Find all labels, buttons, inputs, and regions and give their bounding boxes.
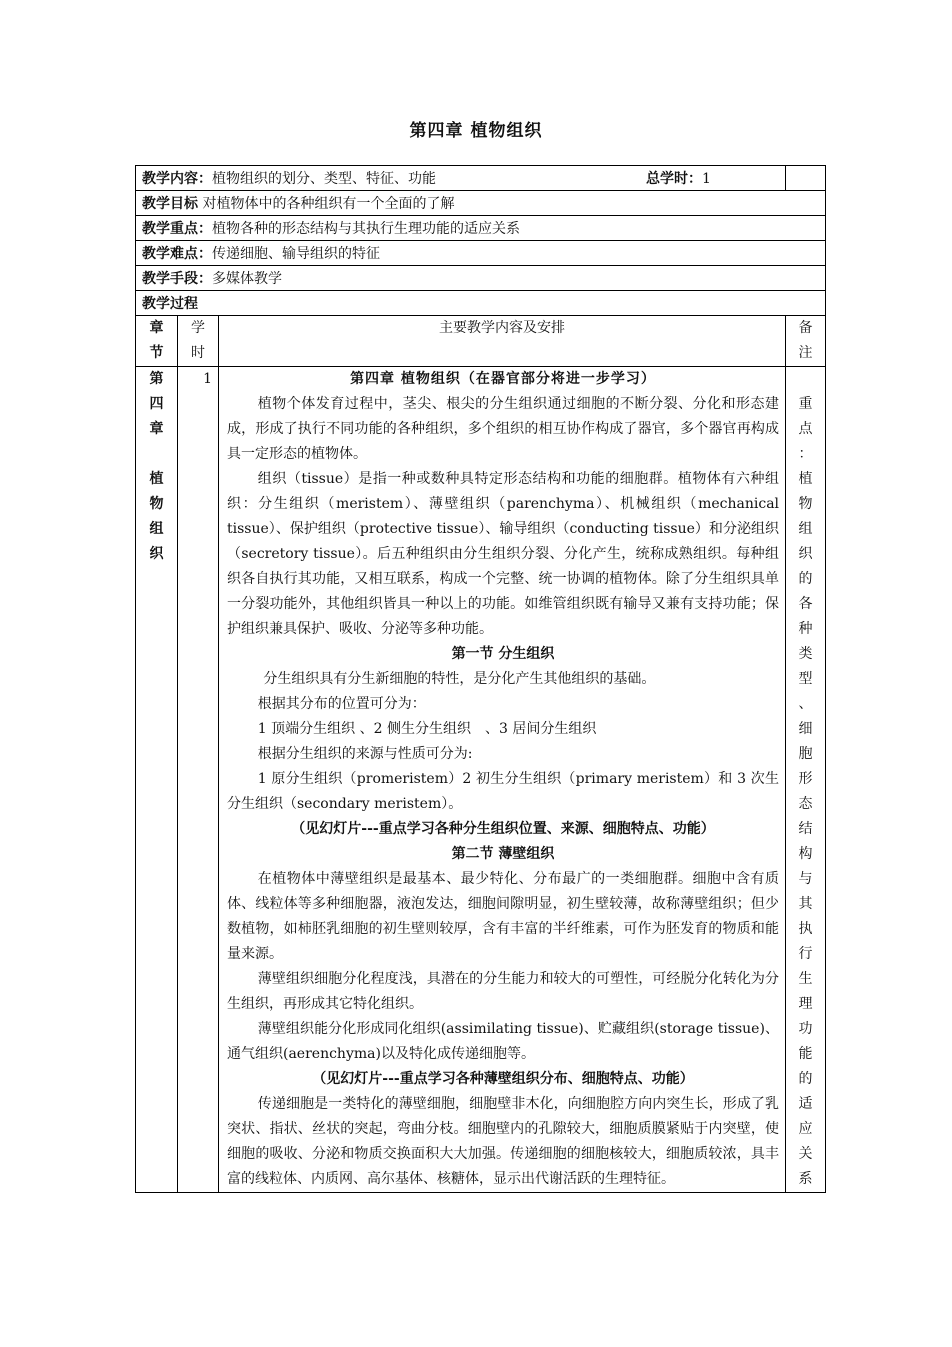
notes-char: 行 (798, 946, 813, 962)
goal-value: 对植物体中的各种组织有一个全面的了解 (202, 196, 455, 212)
goal-label: 教学目标 (142, 196, 198, 212)
paragraph: 传递细胞是一类特化的薄壁细胞，细胞壁非木化，向细胞腔方向内突生长，形成了乳突状、指状、丝状的突起，弯曲分枝。细胞壁内的孔隙较大，细胞质膜紧贴于内突壁，使细胞的吸收、分泌和物质交换面积大大加强。传递细胞的细胞核较大，细胞质较浓，具丰富的线粒体、内质网、高尔基体、核糖体，显示出代谢活跃的生理特征。 (227, 1096, 780, 1187)
section-1-title: 第一节 分生组织 (451, 646, 555, 662)
lesson-plan-table (135, 165, 826, 1193)
notes-char: 的 (798, 571, 813, 587)
notes-cell (786, 367, 826, 1193)
section-2-slide-note: （见幻灯片---重点学习各种薄壁组织分布、细胞特点、功能） (312, 1071, 694, 1087)
goal-cell (136, 191, 826, 216)
col-hours-header (178, 316, 219, 367)
chapter-char: 物 (149, 496, 164, 512)
main-content-cell (219, 367, 786, 1193)
paragraph: 1 顶端分生组织 、2 侧生分生组织 、3 居间分生组织 (257, 721, 597, 737)
means-cell (136, 266, 826, 291)
means-row (136, 266, 826, 291)
notes-char: 植 (798, 471, 813, 487)
paragraph: 分生组织具有分生新细胞的特性，是分化产生其他组织的基础。 (263, 671, 656, 687)
process-row (136, 291, 826, 316)
key-label: 教学重点： (142, 221, 212, 237)
notes-char: 组 (798, 521, 813, 537)
notes-char: 类 (798, 646, 813, 662)
content-heading: 第四章 植物组织（在器官部分将进一步学习） (350, 371, 656, 387)
notes-char: 结 (798, 821, 813, 837)
difficulty-cell (136, 241, 826, 266)
notes-column (792, 392, 819, 1192)
col-main-header: 主要教学内容及安排 (219, 316, 786, 367)
difficulty-value: 传递细胞、输导组织的特征 (212, 246, 380, 262)
hours-value: 1 (702, 171, 711, 187)
difficulty-label: 教学难点： (142, 246, 212, 262)
col-hours-char-1: 学 (191, 320, 205, 336)
means-value: 多媒体教学 (212, 271, 282, 287)
notes-char: 形 (798, 771, 813, 787)
chapter-char: 四 (149, 396, 164, 412)
notes-char: 理 (798, 996, 813, 1012)
notes-char: 能 (798, 1046, 813, 1062)
notes-char: 执 (798, 921, 813, 937)
column-header-row (136, 316, 826, 367)
means-label: 教学手段： (142, 271, 212, 287)
chapter-cell (136, 367, 178, 1193)
notes-char: 关 (798, 1146, 813, 1162)
notes-char: 与 (798, 871, 813, 887)
notes-char: 重 (798, 396, 813, 412)
goal-row (136, 191, 826, 216)
hours-label: 总学时： (646, 171, 703, 187)
chapter-char: 植 (149, 471, 164, 487)
hours-cell (646, 166, 826, 191)
key-value: 植物各种的形态结构与其执行生理功能的适应关系 (212, 221, 520, 237)
paragraph: 薄壁组织能分化形成同化组织(assimilating tissue)、贮藏组织(storage tissue)、通气组织(aerenchyma)以及特化成传递细胞等。 (227, 1021, 780, 1062)
key-row (136, 216, 826, 241)
chapter-gap (142, 442, 171, 467)
notes-char: 各 (798, 596, 813, 612)
content-label: 教学内容： (142, 171, 212, 187)
col-notes-char-1: 备 (798, 320, 813, 336)
notes-char: 态 (798, 796, 813, 812)
col-section-char-2: 节 (149, 345, 164, 361)
col-notes-header (786, 316, 826, 367)
col-section-header (136, 316, 178, 367)
paragraph: 薄壁组织细胞分化程度浅，具潜在的分生能力和较大的可塑性，可经脱分化转化为分生组织，再形成其它特化组织。 (227, 971, 780, 1012)
notes-char: 应 (798, 1121, 813, 1137)
notes-char: 点 (798, 421, 813, 437)
notes-char: 物 (798, 496, 813, 512)
col-section-char-1: 章 (149, 320, 164, 336)
paragraph: 1 原分生组织（promeristem）2 初生分生组织（primary meristem）和 3 次生分生组织（secondary meristem）。 (227, 771, 780, 812)
content-row (136, 166, 826, 191)
paragraph: 根据分生组织的来源与性质可分为: (257, 746, 473, 762)
key-cell (136, 216, 826, 241)
notes-char: 、 (798, 696, 813, 712)
page-title: 第四章 植物组织 (409, 121, 543, 141)
col-notes-char-2: 注 (798, 345, 813, 361)
content-value: 植物组织的划分、类型、特征、功能 (212, 171, 436, 187)
notes-char: 细 (798, 721, 813, 737)
chapter-char: 织 (149, 546, 164, 562)
col-hours-char-2: 时 (191, 345, 205, 361)
notes-char: 其 (798, 896, 813, 912)
notes-char: 种 (798, 621, 813, 637)
notes-char: 构 (798, 846, 813, 862)
notes-char: 的 (798, 1071, 813, 1087)
process-label: 教学过程 (136, 291, 826, 316)
section-2-title: 第二节 薄壁组织 (451, 846, 555, 862)
notes-char: 生 (798, 971, 813, 987)
notes-char: 适 (798, 1096, 813, 1112)
paragraph: 根据其分布的位置可分为： (257, 696, 426, 712)
notes-char: 系 (798, 1171, 813, 1187)
body-row (136, 367, 826, 1193)
notes-char: 胞 (798, 746, 813, 762)
notes-char: ： (798, 446, 813, 462)
chapter-char: 章 (149, 421, 164, 437)
notes-char: 功 (798, 1021, 813, 1037)
section-1-slide-note: （见幻灯片---重点学习各种分生组织位置、来源、细胞特点、功能） (291, 821, 715, 837)
paragraph: 在植物体中薄壁组织是最基本、最少特化、分布最广的一类细胞群。细胞中含有质体、线粒体等多种细胞器，液泡发达，细胞间隙明显，初生壁较薄，故称薄壁组织；但少数植物，如柿胚乳细胞的初生壁则较厚，含有丰富的半纤维素，可作为胚发育的物质和能量来源。 (227, 871, 780, 962)
chapter-char: 第 (149, 371, 164, 387)
paragraph: 组织（tissue）是指一种或数种具特定形态结构和功能的细胞群。植物体有六种组织：分生组织（meristem）、薄壁组织（parenchyma）、机械组织（mechanical tissue）、保护组织（protective tissue）、输导组织（conducting tissue）和分泌组织（secretory tissue）。后五种组织由分生组织分裂、分化产生，统称成熟组织。每种组织各自执行其功能，又相互联系，构成一个完整、统一协调的植物体。除了分生组织具单一分裂功能外，其他组织皆具一种以上的功能。如维管组织既有输导又兼有支持功能；保护组织兼具保护、吸收、分泌等多种功能。 (227, 471, 780, 637)
paragraph: 植物个体发育过程中，茎尖、根尖的分生组织通过细胞的不断分裂、分化和形态建成，形成了执行不同功能的各种组织，多个组织的相互协作构成了器官，多个器官再构成具一定形态的植物体。 (227, 396, 780, 462)
difficulty-row (136, 241, 826, 266)
chapter-char: 组 (149, 521, 164, 537)
hours-number: 1 (178, 367, 219, 1193)
notes-char: 织 (798, 546, 813, 562)
notes-char: 型 (798, 671, 813, 687)
